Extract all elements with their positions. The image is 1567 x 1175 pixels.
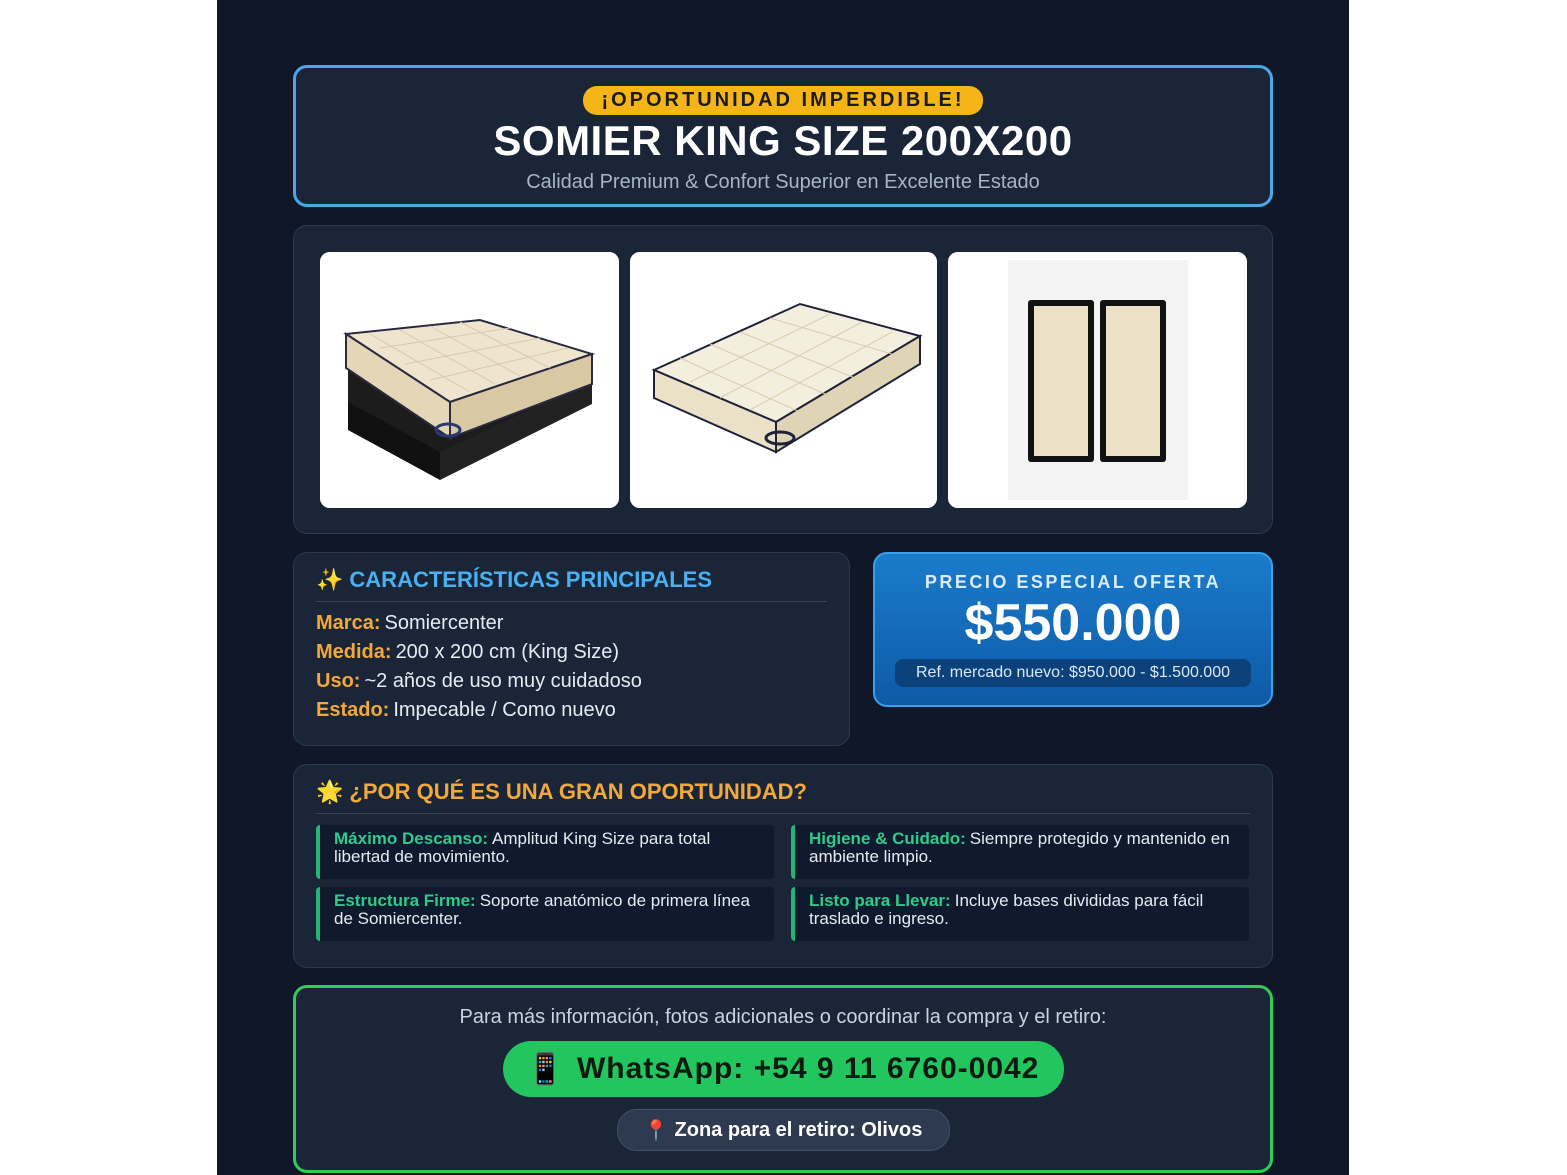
feature-brand	[316, 609, 642, 638]
page-subtitle: Calidad Premium & Confort Superior en Excelente Estado	[526, 171, 1040, 193]
reasons-title-text: ¿POR QUÉ ES UNA GRAN OPORTUNIDAD?	[349, 779, 807, 804]
star-icon: 🌟	[316, 779, 344, 804]
promo-badge: ¡OPORTUNIDAD IMPERDIBLE!	[583, 86, 982, 115]
reason-item	[316, 887, 774, 941]
mattress-photo[interactable]	[630, 252, 937, 508]
reason-key: Higiene & Cuidado:	[809, 829, 966, 848]
reason-item	[316, 825, 774, 879]
reason-key: Máximo Descanso:	[334, 829, 488, 848]
contact-text: Para más información, fotos adicionales o coordinar la compra y el retiro:	[459, 1006, 1107, 1028]
whatsapp-label: WhatsApp: +54 9 11 6760-0042	[576, 1052, 1040, 1085]
contact-card	[293, 985, 1273, 1173]
reason-value: Incluye bases divididas para fácil traslado e ingreso.	[809, 891, 1204, 928]
page-title: SOMIER KING SIZE 200X200	[493, 117, 1073, 164]
price-card	[873, 552, 1273, 707]
header-card	[293, 65, 1273, 207]
photo-gallery	[293, 225, 1273, 534]
price-value: $550.000	[964, 594, 1182, 652]
feature-usage	[316, 667, 642, 696]
reason-item	[791, 887, 1249, 941]
pickup-zone-label: Zona para el retiro: Olivos	[674, 1118, 923, 1141]
feature-key: Medida:	[316, 641, 392, 663]
reason-key: Listo para Llevar:	[809, 891, 951, 910]
sparkles-icon: ✨	[316, 567, 344, 592]
feature-key: Marca:	[316, 612, 381, 634]
feature-key: Estado:	[316, 699, 390, 721]
pin-icon: 📍	[643, 1119, 669, 1142]
feature-value: ~2 años de uso muy cuidadoso	[364, 670, 642, 692]
features-title-text: CARACTERÍSTICAS PRINCIPALES	[349, 567, 713, 592]
feature-value: 200 x 200 cm (King Size)	[395, 641, 619, 663]
reason-value: Soporte anatómico de primera línea de Somiercenter.	[334, 891, 750, 928]
feature-value: Impecable / Como nuevo	[393, 699, 616, 721]
feature-key: Uso:	[316, 670, 361, 692]
reasons-title	[316, 779, 1250, 814]
feature-condition	[316, 696, 642, 725]
reasons-card	[293, 764, 1273, 968]
reason-value: Siempre protegido y mantenido en ambiente limpio.	[809, 829, 1230, 866]
price-reference: Ref. mercado nuevo: $950.000 - $1.500.000	[895, 659, 1251, 687]
feature-size	[316, 638, 642, 667]
features-card	[293, 552, 850, 746]
pickup-zone-badge	[617, 1109, 950, 1151]
price-label: PRECIO ESPECIAL OFERTA	[924, 572, 1222, 592]
features-list	[316, 609, 642, 725]
split-base-photo[interactable]	[948, 252, 1247, 508]
feature-value: Somiercenter	[384, 612, 504, 634]
whatsapp-button[interactable]	[503, 1041, 1064, 1097]
listing-page	[217, 0, 1349, 1175]
features-title	[316, 567, 827, 602]
phone-icon: 📱	[526, 1052, 565, 1086]
reason-key: Estructura Firme:	[334, 891, 476, 910]
reason-value: Amplitud King Size para total libertad de movimiento.	[334, 829, 711, 866]
box-spring-bed-photo[interactable]	[320, 252, 619, 508]
reason-item	[791, 825, 1249, 879]
